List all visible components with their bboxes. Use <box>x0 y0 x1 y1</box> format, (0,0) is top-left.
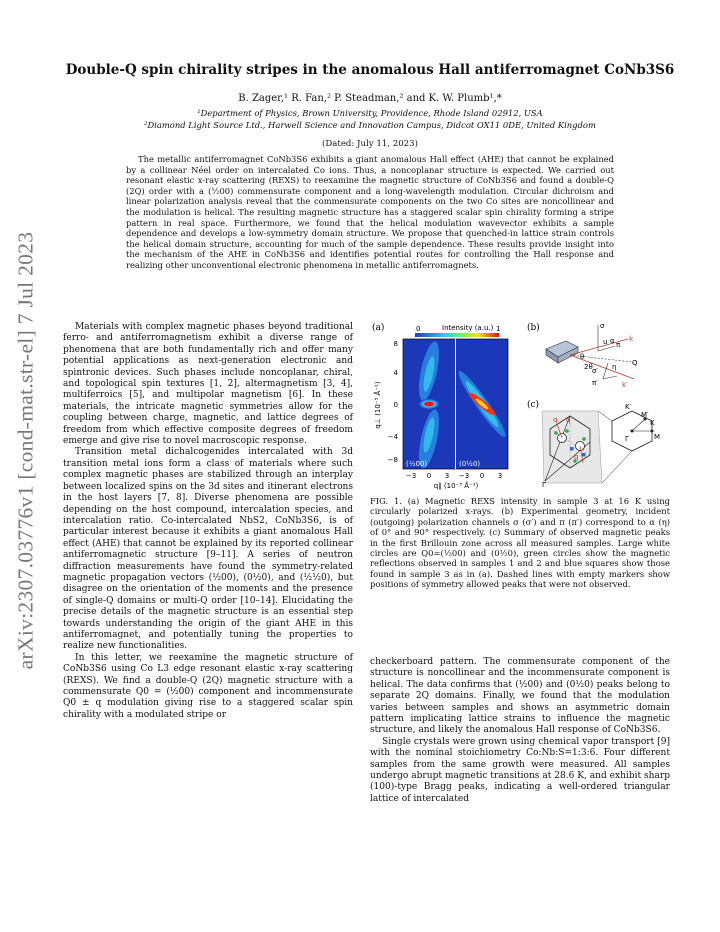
arxiv-stamp <box>8 210 44 690</box>
brillouin-zone-diagram <box>542 403 660 489</box>
geometry-diagram <box>546 322 638 389</box>
label-alpha: α <box>610 337 615 345</box>
rexs-map-0h0 <box>454 339 510 469</box>
label-M-prime: M′ <box>641 411 649 419</box>
paragraph: Single crystals were grown using chemical vapor transport [9] with the nominal stoichiometry Co:Nb:S=1:3:6. Four different samples from the same growth were measured. All samples undergo abrupt magnetic transitions at 28.6 K, and exhibit sharp (100)-type Bragg peaks, indicating a well-ordered triangular lattice of intercalated <box>370 736 671 804</box>
label-M: M <box>654 433 661 441</box>
paragraph: checkerboard pattern. The commensurate component of the structure is noncollinear and the incommensurate component is helical. The data confirms that (½00) and (0½0) peaks belong to separate 2Q domains. Finally, we found that the modulation varies between samples and shows an asymmetric domain pattern implicating lattice strains to influence the magnetic structure, and likely the anomalous Hall response of CoNb3S6. <box>370 657 670 736</box>
label-q: q <box>574 453 579 461</box>
abstract: The metallic antiferromagnet CoNb3S6 exhibits a giant anomalous Hall effect (AHE) that cannot be explained by a collinear Néel order on intercalated Co ions. Thus, a noncoplanar structure is expected. We carried out resonant elastic x-ray scattering (REXS) to reexamine the magnetic structure of CoNb3S6 and found a double-Q (2Q) order with a (½00) commensurate component and a long-wavelength modulation. Circular dichroism and linear polarization analysis reveal that the commensurate components on the two Co sites are noncollinear and the modulation is helical. The resulting magnetic structure has a staggered scalar spin chirality forming a stripe pattern in real space. Furthermore, we found that the helical modulation wavevector exhibits a sample dependence and develops a low-symmetry domain structure. We propose that quenched-in lattice strain controls the helical domain structure, accounting for much of the sample dependence. These results provide insight into the mechanism of the AHE in CoNb3S6 and identifies potential routes for controlling the Hall response and realizing other unconventional electronic phenomena in metallic antiferromagnets. <box>126 154 614 270</box>
ytick: −4 <box>387 433 398 441</box>
ytick: 4 <box>393 369 398 377</box>
ytick: −8 <box>387 456 398 464</box>
map-label-right: (0½0) <box>459 460 481 468</box>
paragraph: In this letter, we reexamine the magnetic structure of CoNb3S6 using Co L3 edge resonant elastic x-ray scattering (REXS). We find a double-Q (2Q) magnetic structure with a commensurate Q0 = (½00) component and incommensurate Q0 ± q modulation giving rise to a staggered scalar spin chirality with a modulated stripe or <box>63 652 353 720</box>
label-k-prime: k′ <box>622 381 628 389</box>
panel-a-label: (a) <box>372 323 385 333</box>
colorbar <box>415 333 499 337</box>
xtick: 0 <box>479 472 485 480</box>
colorbar-min: 0 <box>416 325 421 333</box>
figure-svg <box>370 321 670 491</box>
xtick: −3 <box>458 472 470 480</box>
label-sigma: σ <box>600 322 605 330</box>
colorbar-label: Intensity (a.u.) <box>442 324 494 332</box>
label-K: K <box>650 419 655 427</box>
xtick: 0 <box>426 472 432 480</box>
paragraph: Materials with complex magnetic phases beyond traditional ferro- and antiferromagnetism exhibit a diverse range of phenomena that are both fundamentally rich and offer many potential applications as next-generation electronic and spintronic devices. Such phases include noncoplanar, chiral, and topological spin textures [1, 2], altermagnetism [3, 4], multiferroics [5], and multipolar magnetism [6]. In these materials, the intricate magnetic symmetries allow for the coupling between charge, magnetic, and lattice degrees of freedom from which effective composite degrees of freedom emerge and give rise to novel macroscopic response. <box>63 322 353 447</box>
affiliation-2: ²Diamond Light Source Ltd., Harwell Science and Innovation Campus, Didcot OX11 0DE, United Kingdom <box>144 120 596 130</box>
panel-c-label: (c) <box>527 400 540 410</box>
label-gamma-small: Γ <box>625 435 629 443</box>
affiliation-1: ¹Department of Physics, Brown University, Providence, Rhode Island 02912, USA <box>197 108 543 118</box>
label-two-theta: 2θ <box>584 363 593 371</box>
map-label-left: (½00) <box>406 460 428 468</box>
x-ticks <box>406 472 502 480</box>
rexs-map-h00 <box>403 339 455 470</box>
label-k: k <box>629 335 634 343</box>
paper-title: Double-Q spin chirality stripes in the anomalous Hall antiferromagnet CoNb3S6 <box>65 62 675 78</box>
label-theta: θ <box>580 353 585 361</box>
colorbar-max: 1 <box>496 325 501 333</box>
label-pi: π <box>616 341 621 349</box>
xtick: 3 <box>497 472 503 480</box>
ytick: 8 <box>393 340 398 348</box>
label-eta: η <box>612 363 617 371</box>
left-column <box>63 322 353 721</box>
figure-1 <box>370 321 670 491</box>
x-axis-label: q∥ (10⁻³ Å⁻¹) <box>433 482 479 490</box>
label-q: q <box>566 416 571 424</box>
author-list: B. Zager,¹ R. Fan,² P. Steadman,² and K. W. Plumb¹,* <box>238 93 502 104</box>
label-q: q <box>553 416 558 424</box>
label-K-prime: K′ <box>625 403 632 411</box>
y-ticks <box>388 340 399 464</box>
label-pi-prime: π′ <box>592 379 598 387</box>
label-u: u <box>603 338 608 346</box>
label-Q: Q <box>632 359 638 367</box>
label-gamma: Γ <box>542 481 546 489</box>
dated-line: (Dated: July 11, 2023) <box>322 139 418 149</box>
figure-caption: FIG. 1. (a) Magnetic REXS intensity in sample 3 at 16 K using circularly polarized x-rays. (b) Experimental geometry, incident (outgoing) polarization channels σ (σ′) and π (π′) correspond to α (η) of 0° and 90° respectively. (c) Summary of observed magnetic peaks in the first Brillouin zone across all measured samples. Large white circles are Q0=(½00) and (0½0), green circles show the magnetic reflections observed in samples 1 and 2 and blue squares show those found in sample 3 as in (a). Dashed lines with empty markers show positions of symmetry allowed peaks that were not observed. <box>370 496 670 590</box>
label-sigma-prime: σ′ <box>592 367 599 375</box>
xtick: 3 <box>444 472 450 480</box>
right-column <box>370 657 670 805</box>
paragraph: Transition metal dichalcogenides intercalated with 3d transition metal ions form a class of materials where such complex magnetic phases are stabilized through an interplay between localized spins on the 3d sites and itinerant electrons in the host layers [7, 8]. Diverse phenomena are possible depending on the host compound, intercalation species, and intercalation ratio. Co-intercalated NbS2, CoNb3S6, is of particular interest because it exhibits a giant anomalous Hall effect (AHE) that cannot be explained by its reported collinear antiferromagnetic structure [9–11]. A series of neutron diffraction measurements have found the symmetry-related magnetic propagation vectors (½00), (0½0), and (½½0), but disagree on the orientation of the moments and the presence of single-Q domains or multi-Q order [10–14]. Elucidating the precise details of the magnetic structure is an essential step towards understanding the origin of the giant AHE in this antiferromagnet, and potentially tuning the properties to realize new functionalities. <box>63 447 353 652</box>
xtick: −3 <box>405 472 417 480</box>
ytick: 0 <box>393 401 398 409</box>
panel-b-label: (b) <box>527 323 540 333</box>
y-axis-label: q⊥ (10⁻³ Å⁻¹) <box>374 381 382 429</box>
arxiv-identifier: arXiv:2307.03776v1 [cond-mat.str-el] 7 Jul 2023 <box>13 231 38 669</box>
